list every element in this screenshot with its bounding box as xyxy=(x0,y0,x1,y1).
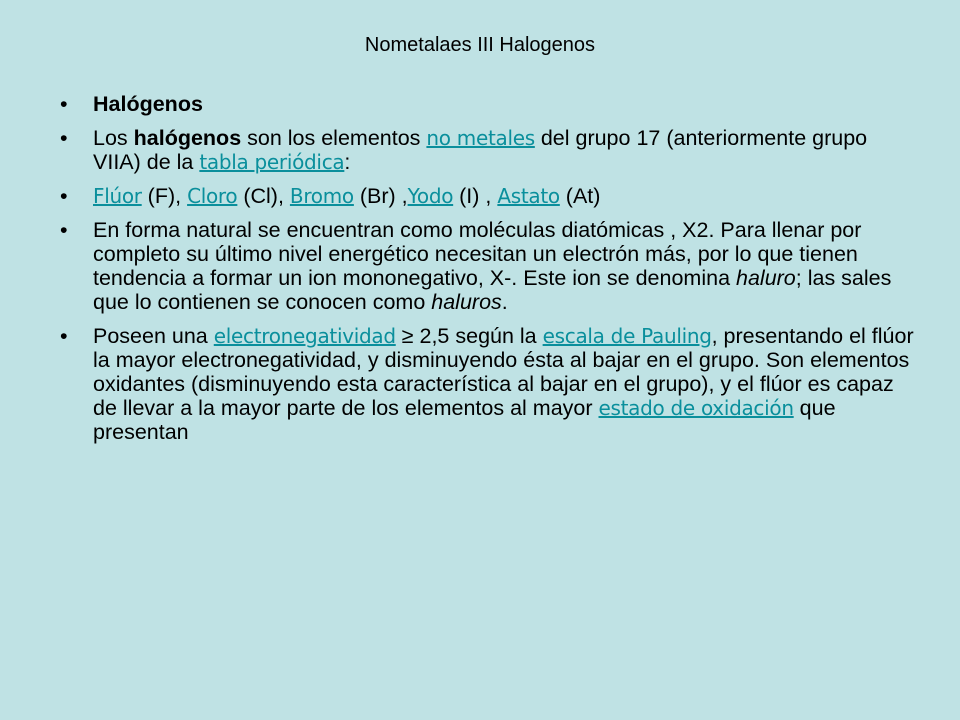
text: (At) xyxy=(559,184,601,208)
text: : xyxy=(344,150,351,174)
link-bromo[interactable]: Bromo xyxy=(289,184,354,208)
italic-text: haluros xyxy=(431,290,502,314)
bullet-natural-form xyxy=(60,218,920,314)
link-fluor[interactable]: Flúor xyxy=(93,184,142,208)
text: Poseen una xyxy=(93,324,214,348)
heading-text: Halógenos xyxy=(93,92,203,116)
text: . xyxy=(501,290,508,314)
link-escala-de-pauling[interactable]: escala de Pauling xyxy=(542,324,712,348)
text: En forma natural se encuentran como moléculas diatómicas , X2. Para llenar por completo su último nivel energético necesitan un electrón más, por lo que tienen tendencia a formar un ion mononegativo, X-. Este ion se denomina xyxy=(93,218,862,290)
link-astato[interactable]: Astato xyxy=(497,184,560,208)
text: (I) , xyxy=(453,184,498,208)
text: (F), xyxy=(141,184,188,208)
link-tabla-periodica[interactable]: tabla periódica xyxy=(199,150,345,174)
link-estado-de-oxidacion[interactable]: estado de oxidación xyxy=(598,396,794,420)
bold-text: halógenos xyxy=(133,126,242,150)
text: del grupo 17 (anteriormente grupo VIIA) de la xyxy=(93,126,868,174)
text: Los xyxy=(93,126,134,150)
text: son los elementos xyxy=(241,126,427,150)
bullet-list xyxy=(60,92,920,454)
link-no-metales[interactable]: no metales xyxy=(426,126,535,150)
text: (Cl), xyxy=(237,184,290,208)
bullet-definition xyxy=(60,126,920,174)
text: ; las sales que lo contienen se conocen como xyxy=(93,266,892,314)
text: (Br) , xyxy=(353,184,408,208)
bullet-elements xyxy=(60,184,920,208)
bullet-electronegativity xyxy=(60,324,920,444)
bullet-halogenos-heading xyxy=(60,92,920,116)
italic-text: haluro xyxy=(736,266,796,290)
text: ≥ 2,5 según la xyxy=(395,324,543,348)
text: que presentan xyxy=(93,396,836,444)
link-cloro[interactable]: Cloro xyxy=(187,184,238,208)
link-yodo[interactable]: Yodo xyxy=(407,184,454,208)
text: , presentando el flúor la mayor electronegatividad, y disminuyendo ésta al bajar en el grupo. Son elementos oxidantes (disminuyendo esta característica al bajar en el grupo), y el flúor es capaz de llevar a la mayor parte de los elementos al mayor xyxy=(93,324,914,420)
slide-title: Nometalaes III Halogenos xyxy=(364,34,596,56)
link-electronegatividad[interactable]: electronegatividad xyxy=(213,324,396,348)
